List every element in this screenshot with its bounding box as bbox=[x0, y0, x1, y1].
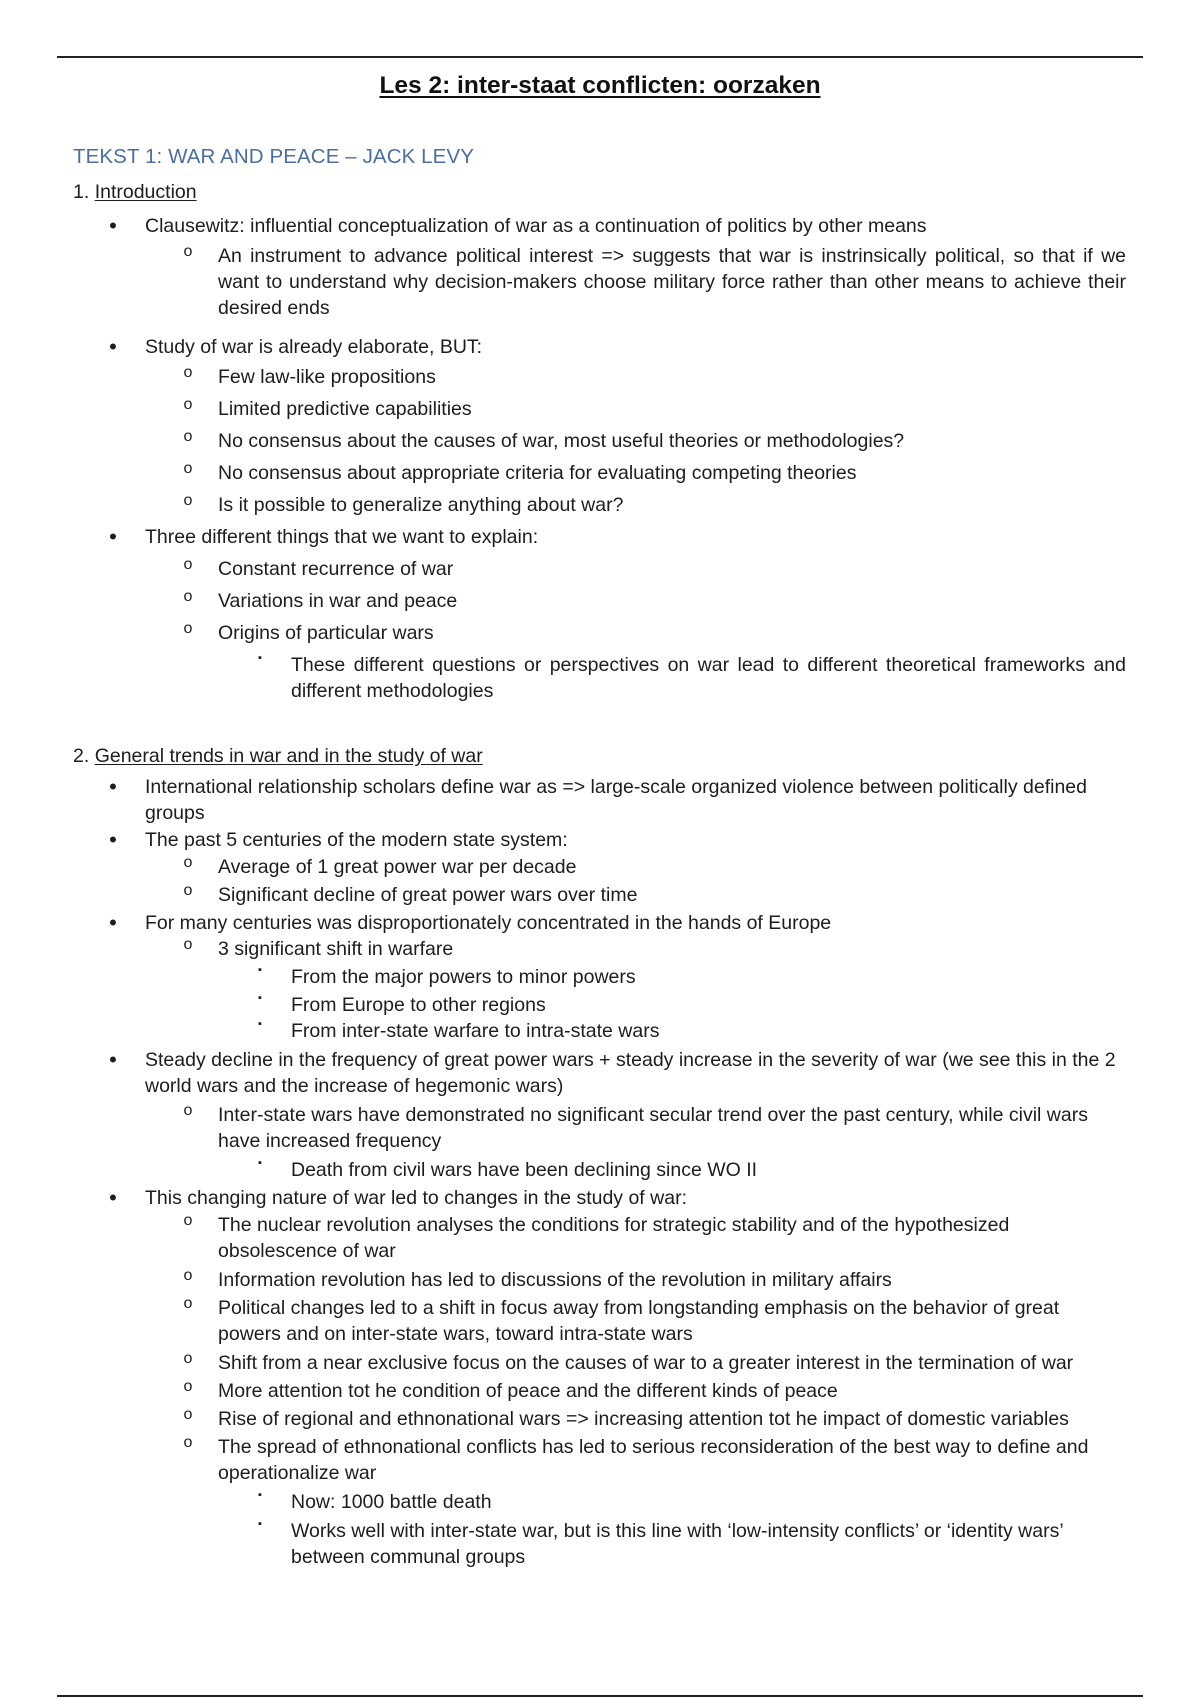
list-item: Three different things that we want to explain: bbox=[145, 526, 539, 548]
square-bullet-icon: ▪ bbox=[258, 1489, 262, 1501]
list-item: Death from civil wars have been declining since WO II bbox=[291, 1159, 758, 1181]
list-item: Shift from a near exclusive focus on the causes of war to a greater interest in the termination of war bbox=[218, 1352, 1074, 1374]
circle-bullet-icon: o bbox=[183, 1212, 193, 1229]
list-item: Clausewitz: influential conceptualization of war as a continuation of politics by other means bbox=[145, 215, 927, 237]
circle-bullet-icon: o bbox=[183, 1434, 193, 1451]
square-bullet-icon: ▪ bbox=[258, 1018, 262, 1030]
heading-number: 2. bbox=[73, 745, 90, 767]
list-item: Now: 1000 battle death bbox=[291, 1491, 492, 1513]
bullet-icon: • bbox=[109, 334, 117, 359]
circle-bullet-icon: o bbox=[183, 882, 193, 899]
list-item: From inter-state warfare to intra-state wars bbox=[291, 1020, 660, 1042]
circle-bullet-icon: o bbox=[183, 936, 193, 953]
list-item: Is it possible to generalize anything about war? bbox=[218, 494, 624, 516]
list-item: Variations in war and peace bbox=[218, 590, 458, 612]
list-item: From the major powers to minor powers bbox=[291, 966, 636, 988]
circle-bullet-icon: o bbox=[183, 620, 193, 637]
heading-general-trends bbox=[73, 745, 483, 768]
top-rule bbox=[57, 56, 1143, 58]
list-item: Information revolution has led to discussions of the revolution in military affairs bbox=[218, 1269, 892, 1291]
list-item: Steady decline in the frequency of great power wars + steady increase in the severity of war (we see this in the 2 world wars and the increase of hegemonic wars) bbox=[145, 1049, 1116, 1097]
list-item: Constant recurrence of war bbox=[218, 558, 454, 580]
bullet-icon: • bbox=[109, 1185, 117, 1210]
heading-number: 1. bbox=[73, 181, 90, 203]
heading-text: Introduction bbox=[94, 181, 197, 203]
list-item: Political changes led to a shift in focus away from longstanding emphasis on the behavior of great powers and on inter-state wars, toward intra-state wars bbox=[218, 1297, 1060, 1345]
list-item: Rise of regional and ethnonational wars => increasing attention tot he impact of domestic variables bbox=[218, 1408, 1069, 1430]
circle-bullet-icon: o bbox=[183, 364, 193, 381]
bullet-icon: • bbox=[109, 213, 117, 238]
list-item: Limited predictive capabilities bbox=[218, 398, 472, 420]
circle-bullet-icon: o bbox=[183, 1102, 193, 1119]
list-item: Inter-state wars have demonstrated no significant secular trend over the past century, while civil wars have increased frequency bbox=[218, 1104, 1088, 1152]
circle-bullet-icon: o bbox=[183, 1267, 193, 1284]
list-item: No consensus about appropriate criteria for evaluating competing theories bbox=[218, 462, 857, 484]
square-bullet-icon: ▪ bbox=[258, 1518, 262, 1530]
circle-bullet-icon: o bbox=[183, 1378, 193, 1395]
circle-bullet-icon: o bbox=[183, 460, 193, 477]
circle-bullet-icon: o bbox=[183, 1350, 193, 1367]
list-item: This changing nature of war led to changes in the study of war: bbox=[145, 1187, 687, 1209]
list-item: Study of war is already elaborate, BUT: bbox=[145, 336, 483, 358]
circle-bullet-icon: o bbox=[183, 1295, 193, 1312]
square-bullet-icon: ▪ bbox=[258, 1157, 262, 1169]
circle-bullet-icon: o bbox=[183, 428, 193, 445]
circle-bullet-icon: o bbox=[183, 396, 193, 413]
circle-bullet-icon: o bbox=[183, 556, 193, 573]
list-item: From Europe to other regions bbox=[291, 994, 546, 1016]
bullet-icon: • bbox=[109, 1047, 117, 1072]
square-bullet-icon: ▪ bbox=[258, 964, 262, 976]
list-item: An instrument to advance political interest => suggests that war is instrinsically political, so that if we want to understand why decision-makers choose military force rather than other means to achieve their desired ends bbox=[218, 245, 1126, 319]
heading-introduction bbox=[73, 181, 197, 204]
list-item: The spread of ethnonational conflicts has led to serious reconsideration of the best way to define and operationalize war bbox=[218, 1436, 1089, 1484]
bottom-rule bbox=[57, 1695, 1143, 1697]
list-item: No consensus about the causes of war, most useful theories or methodologies? bbox=[218, 430, 905, 452]
list-item: These different questions or perspectives on war lead to different theoretical frameworks and different methodologies bbox=[291, 654, 1126, 702]
circle-bullet-icon: o bbox=[183, 588, 193, 605]
list-item: Significant decline of great power wars over time bbox=[218, 884, 638, 906]
heading-text: General trends in war and in the study of war bbox=[94, 745, 483, 767]
list-item: Works well with inter-state war, but is this line with ‘low-intensity conflicts’ or ‘identity wars’ between communal groups bbox=[291, 1520, 1063, 1568]
document-title: Les 2: inter-staat conflicten: oorzaken bbox=[379, 72, 821, 99]
bullet-icon: • bbox=[109, 524, 117, 549]
circle-bullet-icon: o bbox=[183, 1406, 193, 1423]
circle-bullet-icon: o bbox=[183, 243, 193, 260]
list-item: International relationship scholars define war as => large-scale organized violence between politically defined groups bbox=[145, 776, 1087, 824]
square-bullet-icon: ▪ bbox=[258, 652, 262, 664]
circle-bullet-icon: o bbox=[183, 854, 193, 871]
bullet-icon: • bbox=[109, 827, 117, 852]
square-bullet-icon: ▪ bbox=[258, 992, 262, 1004]
list-item: Few law-like propositions bbox=[218, 366, 436, 388]
circle-bullet-icon: o bbox=[183, 492, 193, 509]
list-item: The nuclear revolution analyses the conditions for strategic stability and of the hypothesized obsolescence of war bbox=[218, 1214, 1010, 1262]
list-item: Average of 1 great power war per decade bbox=[218, 856, 577, 878]
bullet-icon: • bbox=[109, 774, 117, 799]
bullet-icon: • bbox=[109, 910, 117, 935]
section-heading: TEKST 1: WAR AND PEACE – JACK LEVY bbox=[73, 145, 474, 168]
list-item: For many centuries was disproportionately concentrated in the hands of Europe bbox=[145, 912, 832, 934]
list-item: Origins of particular wars bbox=[218, 622, 434, 644]
list-item: The past 5 centuries of the modern state system: bbox=[145, 829, 568, 851]
list-item: More attention tot he condition of peace and the different kinds of peace bbox=[218, 1380, 838, 1402]
list-item: 3 significant shift in warfare bbox=[218, 938, 454, 960]
